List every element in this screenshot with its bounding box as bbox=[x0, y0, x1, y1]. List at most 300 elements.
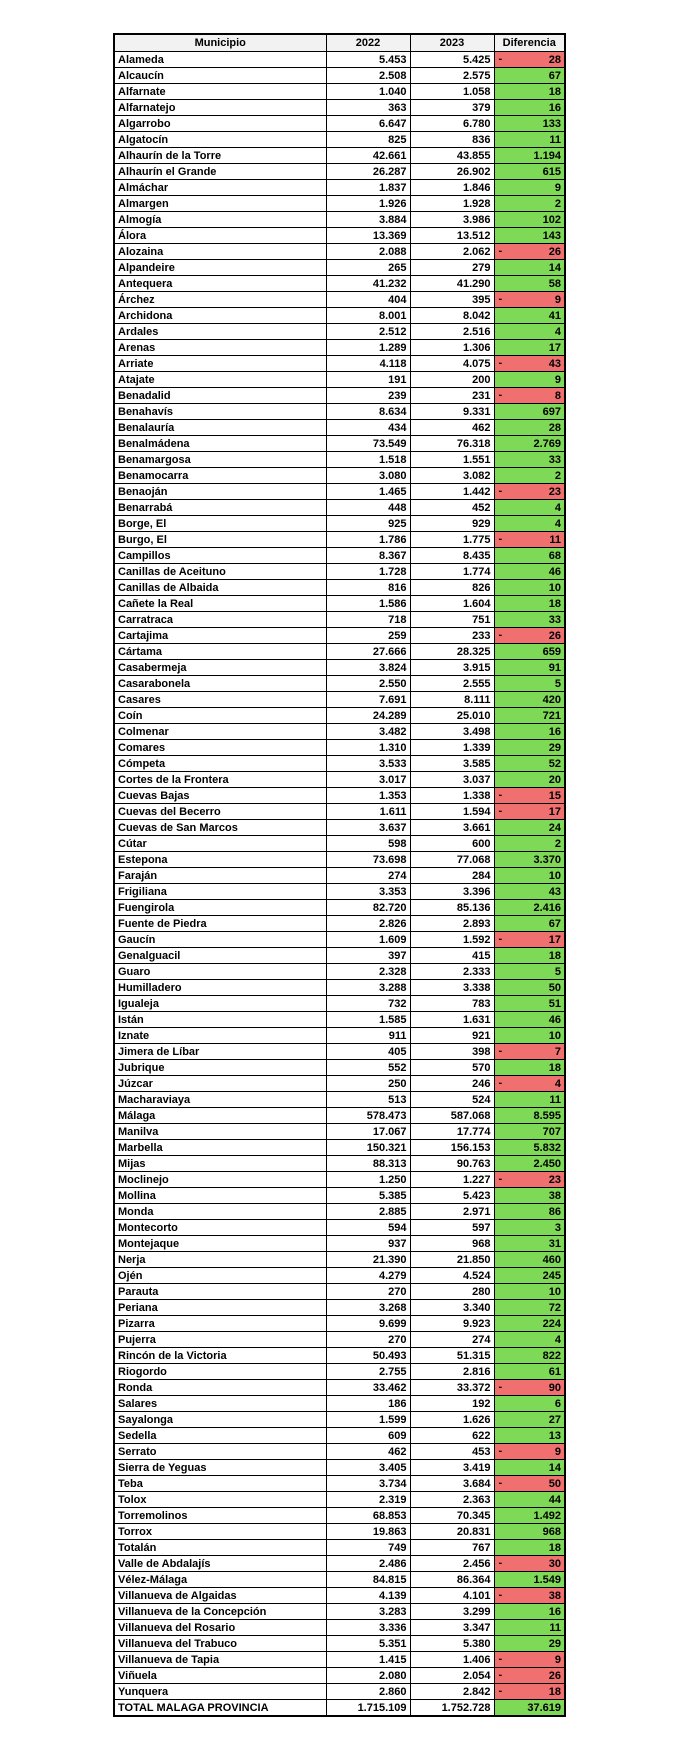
cell-diferencia bbox=[494, 740, 565, 756]
cell-2023: 9.923 bbox=[410, 1316, 494, 1332]
cell-municipio: Torremolinos bbox=[114, 1508, 326, 1524]
cell-municipio: Jimera de Líbar bbox=[114, 1044, 326, 1060]
cell-diferencia bbox=[494, 1284, 565, 1300]
cell-2022: 19.863 bbox=[326, 1524, 410, 1540]
cell-2023: 1.227 bbox=[410, 1172, 494, 1188]
minus-sign: - bbox=[498, 1477, 503, 1489]
cell-municipio: Sierra de Yeguas bbox=[114, 1460, 326, 1476]
cell-2022: 5.351 bbox=[326, 1636, 410, 1652]
cell-municipio: Valle de Abdalajís bbox=[114, 1556, 326, 1572]
table-row bbox=[114, 164, 565, 180]
table-row bbox=[114, 1332, 565, 1348]
cell-diferencia bbox=[494, 676, 565, 692]
cell-diferencia bbox=[494, 1124, 565, 1140]
cell-2022: 3.283 bbox=[326, 1604, 410, 1620]
table-row bbox=[114, 1684, 565, 1700]
cell-diferencia bbox=[494, 260, 565, 276]
cell-municipio: Istán bbox=[114, 1012, 326, 1028]
cell-2023: 415 bbox=[410, 948, 494, 964]
cell-municipio: Benalauría bbox=[114, 420, 326, 436]
cell-municipio: Alhaurín de la Torre bbox=[114, 148, 326, 164]
header-2022: 2022 bbox=[326, 34, 410, 52]
cell-2022: 191 bbox=[326, 372, 410, 388]
diferencia-value: 26 bbox=[548, 1669, 561, 1682]
cell-2023: 751 bbox=[410, 612, 494, 628]
cell-diferencia bbox=[494, 1108, 565, 1124]
table-row bbox=[114, 1060, 565, 1076]
cell-municipio: Cútar bbox=[114, 836, 326, 852]
cell-2023: 398 bbox=[410, 1044, 494, 1060]
diferencia-value: 43 bbox=[548, 885, 561, 898]
table-row bbox=[114, 1220, 565, 1236]
cell-2022: 7.691 bbox=[326, 692, 410, 708]
cell-diferencia bbox=[494, 1188, 565, 1204]
table-row bbox=[114, 740, 565, 756]
cell-diferencia bbox=[494, 980, 565, 996]
diferencia-value: 50 bbox=[548, 981, 561, 994]
cell-2023: 597 bbox=[410, 1220, 494, 1236]
cell-municipio: Alameda bbox=[114, 52, 326, 68]
cell-municipio: Guaro bbox=[114, 964, 326, 980]
cell-municipio: Borge, El bbox=[114, 516, 326, 532]
cell-diferencia bbox=[494, 612, 565, 628]
cell-diferencia bbox=[494, 1652, 565, 1668]
diferencia-value: 18 bbox=[548, 1685, 561, 1698]
cell-2023: 280 bbox=[410, 1284, 494, 1300]
table-row bbox=[114, 1636, 565, 1652]
cell-2023: 453 bbox=[410, 1444, 494, 1460]
cell-2023: 4.101 bbox=[410, 1588, 494, 1604]
diferencia-value: 52 bbox=[548, 757, 561, 770]
cell-municipio: Villanueva de la Concepción bbox=[114, 1604, 326, 1620]
table-row bbox=[114, 1668, 565, 1684]
table-row bbox=[114, 340, 565, 356]
cell-diferencia bbox=[494, 1620, 565, 1636]
diferencia-value: 17 bbox=[548, 933, 561, 946]
minus-sign: - bbox=[498, 533, 503, 545]
cell-municipio: Benahavís bbox=[114, 404, 326, 420]
header-municipio: Municipio bbox=[114, 34, 326, 52]
cell-municipio: Moclinejo bbox=[114, 1172, 326, 1188]
cell-municipio: Teba bbox=[114, 1476, 326, 1492]
cell-diferencia bbox=[494, 884, 565, 900]
cell-diferencia bbox=[494, 628, 565, 644]
cell-diferencia bbox=[494, 1460, 565, 1476]
cell-2023: 70.345 bbox=[410, 1508, 494, 1524]
cell-diferencia bbox=[494, 420, 565, 436]
cell-municipio: Mijas bbox=[114, 1156, 326, 1172]
cell-2022: 3.405 bbox=[326, 1460, 410, 1476]
cell-2023: 21.850 bbox=[410, 1252, 494, 1268]
table-row bbox=[114, 484, 565, 500]
diferencia-value: 1.549 bbox=[533, 1573, 561, 1586]
cell-2022: 578.473 bbox=[326, 1108, 410, 1124]
diferencia-value: 102 bbox=[542, 213, 561, 226]
cell-2022: 1.837 bbox=[326, 180, 410, 196]
table-row bbox=[114, 1444, 565, 1460]
cell-2023: 17.774 bbox=[410, 1124, 494, 1140]
cell-diferencia bbox=[494, 724, 565, 740]
diferencia-value: 50 bbox=[548, 1477, 561, 1490]
cell-diferencia bbox=[494, 388, 565, 404]
table-row bbox=[114, 324, 565, 340]
cell-diferencia bbox=[494, 564, 565, 580]
cell-2022: 4.279 bbox=[326, 1268, 410, 1284]
cell-2022: 13.369 bbox=[326, 228, 410, 244]
cell-diferencia bbox=[494, 500, 565, 516]
diferencia-value: 2 bbox=[554, 837, 561, 850]
table-row bbox=[114, 1028, 565, 1044]
cell-2022: 21.390 bbox=[326, 1252, 410, 1268]
cell-diferencia bbox=[494, 52, 565, 68]
table-row bbox=[114, 1316, 565, 1332]
cell-diferencia bbox=[494, 244, 565, 260]
cell-2023: 8.435 bbox=[410, 548, 494, 564]
cell-diferencia bbox=[494, 788, 565, 804]
cell-2022: 2.080 bbox=[326, 1668, 410, 1684]
diferencia-value: 2.769 bbox=[533, 437, 561, 450]
cell-diferencia bbox=[494, 1636, 565, 1652]
table-row bbox=[114, 772, 565, 788]
cell-2022: 3.268 bbox=[326, 1300, 410, 1316]
cell-2023: 233 bbox=[410, 628, 494, 644]
cell-2023: 76.318 bbox=[410, 436, 494, 452]
cell-diferencia bbox=[494, 212, 565, 228]
cell-diferencia bbox=[494, 100, 565, 116]
cell-2023: 156.153 bbox=[410, 1140, 494, 1156]
table-row bbox=[114, 52, 565, 68]
diferencia-value: 30 bbox=[548, 1557, 561, 1570]
cell-municipio: Casarabonela bbox=[114, 676, 326, 692]
cell-2022: 3.353 bbox=[326, 884, 410, 900]
cell-municipio: Almogía bbox=[114, 212, 326, 228]
cell-municipio: Igualeja bbox=[114, 996, 326, 1012]
cell-2023: 274 bbox=[410, 1332, 494, 1348]
table-row bbox=[114, 852, 565, 868]
cell-2023: 200 bbox=[410, 372, 494, 388]
cell-2023: 3.661 bbox=[410, 820, 494, 836]
cell-2022: 2.826 bbox=[326, 916, 410, 932]
minus-sign: - bbox=[498, 933, 503, 945]
cell-2022: 609 bbox=[326, 1428, 410, 1444]
cell-2022: 1.310 bbox=[326, 740, 410, 756]
cell-2023: 2.363 bbox=[410, 1492, 494, 1508]
cell-2023: 1.631 bbox=[410, 1012, 494, 1028]
cell-municipio: Viñuela bbox=[114, 1668, 326, 1684]
diferencia-value: 2 bbox=[554, 469, 561, 482]
table-row bbox=[114, 260, 565, 276]
cell-2023: 284 bbox=[410, 868, 494, 884]
cell-2023: 1.592 bbox=[410, 932, 494, 948]
cell-diferencia bbox=[494, 1252, 565, 1268]
cell-diferencia bbox=[494, 1428, 565, 1444]
diferencia-value: 72 bbox=[548, 1301, 561, 1314]
cell-municipio: Fuengirola bbox=[114, 900, 326, 916]
cell-2022: 1.728 bbox=[326, 564, 410, 580]
table-row bbox=[114, 532, 565, 548]
minus-sign: - bbox=[498, 293, 503, 305]
diferencia-value: 659 bbox=[542, 645, 561, 658]
cell-municipio: Benarrabá bbox=[114, 500, 326, 516]
cell-2022: 911 bbox=[326, 1028, 410, 1044]
cell-municipio: Ardales bbox=[114, 324, 326, 340]
cell-2022: 3.884 bbox=[326, 212, 410, 228]
cell-municipio: Canillas de Aceituno bbox=[114, 564, 326, 580]
cell-2022: 3.482 bbox=[326, 724, 410, 740]
cell-2023: 1.551 bbox=[410, 452, 494, 468]
cell-2023: 1.406 bbox=[410, 1652, 494, 1668]
cell-2023: 246 bbox=[410, 1076, 494, 1092]
cell-2022: 1.250 bbox=[326, 1172, 410, 1188]
minus-sign: - bbox=[498, 1557, 503, 1569]
cell-2023: 26.902 bbox=[410, 164, 494, 180]
diferencia-value: 10 bbox=[548, 1285, 561, 1298]
cell-diferencia bbox=[494, 1396, 565, 1412]
diferencia-value: 9 bbox=[554, 293, 561, 306]
minus-sign: - bbox=[498, 629, 503, 641]
minus-sign: - bbox=[498, 1669, 503, 1681]
cell-2023: 3.082 bbox=[410, 468, 494, 484]
cell-2022: 1.585 bbox=[326, 1012, 410, 1028]
table-row bbox=[114, 820, 565, 836]
cell-2022: 2.319 bbox=[326, 1492, 410, 1508]
diferencia-value: 33 bbox=[548, 453, 561, 466]
cell-diferencia bbox=[494, 868, 565, 884]
cell-2023: 1.442 bbox=[410, 484, 494, 500]
cell-diferencia bbox=[494, 1364, 565, 1380]
diferencia-value: 18 bbox=[548, 85, 561, 98]
minus-sign: - bbox=[498, 1045, 503, 1057]
cell-2023: 452 bbox=[410, 500, 494, 516]
cell-2023: 1.339 bbox=[410, 740, 494, 756]
cell-2023: 5.425 bbox=[410, 52, 494, 68]
cell-diferencia bbox=[494, 1060, 565, 1076]
diferencia-value: 43 bbox=[548, 357, 561, 370]
table-row bbox=[114, 1396, 565, 1412]
cell-2022: 937 bbox=[326, 1236, 410, 1252]
table-row bbox=[114, 1428, 565, 1444]
table-row bbox=[114, 1364, 565, 1380]
cell-municipio: Monda bbox=[114, 1204, 326, 1220]
cell-2022: 1.611 bbox=[326, 804, 410, 820]
diferencia-value: 16 bbox=[548, 101, 561, 114]
cell-2023: 28.325 bbox=[410, 644, 494, 660]
cell-municipio: Atajate bbox=[114, 372, 326, 388]
cell-municipio: Cuevas del Becerro bbox=[114, 804, 326, 820]
cell-2022: 270 bbox=[326, 1332, 410, 1348]
table-row bbox=[114, 660, 565, 676]
diferencia-value: 29 bbox=[548, 1637, 561, 1650]
diferencia-value: 61 bbox=[548, 1365, 561, 1378]
cell-diferencia bbox=[494, 164, 565, 180]
cell-2022: 1.518 bbox=[326, 452, 410, 468]
cell-municipio: Carratraca bbox=[114, 612, 326, 628]
diferencia-value: 68 bbox=[548, 549, 561, 562]
table-row bbox=[114, 676, 565, 692]
cell-2022: 718 bbox=[326, 612, 410, 628]
table-row bbox=[114, 1044, 565, 1060]
cell-2022: 925 bbox=[326, 516, 410, 532]
table-row bbox=[114, 516, 565, 532]
cell-diferencia bbox=[494, 436, 565, 452]
table-body bbox=[114, 52, 565, 1717]
cell-municipio: Torrox bbox=[114, 1524, 326, 1540]
table-row bbox=[114, 980, 565, 996]
table-row bbox=[114, 692, 565, 708]
cell-2023: 1.604 bbox=[410, 596, 494, 612]
table-row bbox=[114, 804, 565, 820]
cell-2022: 5.385 bbox=[326, 1188, 410, 1204]
diferencia-value: 615 bbox=[542, 165, 561, 178]
cell-diferencia bbox=[494, 1556, 565, 1572]
cell-diferencia bbox=[494, 1300, 565, 1316]
diferencia-value: 27 bbox=[548, 1413, 561, 1426]
table-row bbox=[114, 1380, 565, 1396]
table-row bbox=[114, 1252, 565, 1268]
minus-sign: - bbox=[498, 245, 503, 257]
diferencia-value: 46 bbox=[548, 565, 561, 578]
cell-municipio: Arenas bbox=[114, 340, 326, 356]
cell-2022: 1.926 bbox=[326, 196, 410, 212]
cell-2022: 732 bbox=[326, 996, 410, 1012]
cell-municipio: Coín bbox=[114, 708, 326, 724]
table-row bbox=[114, 708, 565, 724]
cell-2022: 41.232 bbox=[326, 276, 410, 292]
cell-municipio: Pujerra bbox=[114, 1332, 326, 1348]
diferencia-value: 67 bbox=[548, 69, 561, 82]
minus-sign: - bbox=[498, 1381, 503, 1393]
cell-diferencia bbox=[494, 1604, 565, 1620]
cell-2023: 4.075 bbox=[410, 356, 494, 372]
cell-2022: 1.465 bbox=[326, 484, 410, 500]
cell-2022: 2.860 bbox=[326, 1684, 410, 1700]
cell-diferencia bbox=[494, 772, 565, 788]
cell-diferencia bbox=[494, 276, 565, 292]
cell-diferencia bbox=[494, 804, 565, 820]
cell-diferencia bbox=[494, 1524, 565, 1540]
cell-municipio: Nerja bbox=[114, 1252, 326, 1268]
cell-municipio: Montejaque bbox=[114, 1236, 326, 1252]
cell-2022: 84.815 bbox=[326, 1572, 410, 1588]
cell-2022: 1.599 bbox=[326, 1412, 410, 1428]
diferencia-value: 29 bbox=[548, 741, 561, 754]
cell-municipio: Villanueva de Tapia bbox=[114, 1652, 326, 1668]
cell-diferencia bbox=[494, 580, 565, 596]
cell-diferencia bbox=[494, 324, 565, 340]
cell-diferencia bbox=[494, 916, 565, 932]
diferencia-value: 20 bbox=[548, 773, 561, 786]
cell-municipio: Campillos bbox=[114, 548, 326, 564]
cell-2023: 2.971 bbox=[410, 1204, 494, 1220]
diferencia-value: 23 bbox=[548, 485, 561, 498]
diferencia-value: 697 bbox=[542, 405, 561, 418]
table-row bbox=[114, 1188, 565, 1204]
cell-2023: 3.347 bbox=[410, 1620, 494, 1636]
cell-diferencia bbox=[494, 948, 565, 964]
diferencia-value: 38 bbox=[548, 1189, 561, 1202]
cell-2022: 33.462 bbox=[326, 1380, 410, 1396]
diferencia-value: 86 bbox=[548, 1205, 561, 1218]
table-row bbox=[114, 276, 565, 292]
table-row bbox=[114, 1284, 565, 1300]
table-row bbox=[114, 100, 565, 116]
cell-2022: 8.634 bbox=[326, 404, 410, 420]
diferencia-value: 18 bbox=[548, 1541, 561, 1554]
cell-2022: 1.353 bbox=[326, 788, 410, 804]
cell-diferencia bbox=[494, 1172, 565, 1188]
diferencia-value: 90 bbox=[548, 1381, 561, 1394]
cell-2023: 600 bbox=[410, 836, 494, 852]
cell-2022: 816 bbox=[326, 580, 410, 596]
diferencia-value: 5.832 bbox=[533, 1141, 561, 1154]
cell-2022: 825 bbox=[326, 132, 410, 148]
diferencia-value: 17 bbox=[548, 341, 561, 354]
table-row bbox=[114, 756, 565, 772]
table-row bbox=[114, 1268, 565, 1284]
minus-sign: - bbox=[498, 1685, 503, 1697]
diferencia-value: 13 bbox=[548, 1429, 561, 1442]
diferencia-value: 10 bbox=[548, 581, 561, 594]
cell-2022: 150.321 bbox=[326, 1140, 410, 1156]
cell-municipio: Canillas de Albaida bbox=[114, 580, 326, 596]
cell-2023: 3.498 bbox=[410, 724, 494, 740]
diferencia-value: 51 bbox=[548, 997, 561, 1010]
cell-diferencia bbox=[494, 180, 565, 196]
minus-sign: - bbox=[498, 1173, 503, 1185]
table-row bbox=[114, 1476, 565, 1492]
total-row bbox=[114, 1700, 565, 1717]
cell-2022: 73.549 bbox=[326, 436, 410, 452]
cell-municipio: Villanueva de Algaidas bbox=[114, 1588, 326, 1604]
cell-2022: 9.699 bbox=[326, 1316, 410, 1332]
cell-diferencia bbox=[494, 356, 565, 372]
diferencia-value: 11 bbox=[549, 133, 561, 146]
cell-2023: 968 bbox=[410, 1236, 494, 1252]
minus-sign: - bbox=[498, 1589, 503, 1601]
diferencia-value: 11 bbox=[549, 1621, 561, 1634]
diferencia-value: 58 bbox=[548, 277, 561, 290]
cell-municipio: Algarrobo bbox=[114, 116, 326, 132]
diferencia-value: 18 bbox=[548, 597, 561, 610]
cell-diferencia bbox=[494, 404, 565, 420]
table-row bbox=[114, 1204, 565, 1220]
cell-diferencia bbox=[494, 84, 565, 100]
diferencia-value: 9 bbox=[554, 373, 561, 386]
cell-diferencia bbox=[494, 1492, 565, 1508]
cell-2022: 42.661 bbox=[326, 148, 410, 164]
diferencia-value: 143 bbox=[542, 229, 561, 242]
cell-municipio: Montecorto bbox=[114, 1220, 326, 1236]
cell-2022: 3.017 bbox=[326, 772, 410, 788]
cell-municipio: Gaucín bbox=[114, 932, 326, 948]
diferencia-value: 420 bbox=[542, 693, 561, 706]
cell-2022: 250 bbox=[326, 1076, 410, 1092]
cell-municipio: Jubrique bbox=[114, 1060, 326, 1076]
diferencia-value: 16 bbox=[548, 1605, 561, 1618]
table-row bbox=[114, 916, 565, 932]
diferencia-value: 4 bbox=[554, 517, 561, 530]
cell-municipio: Álora bbox=[114, 228, 326, 244]
cell-municipio: Estepona bbox=[114, 852, 326, 868]
cell-municipio: Almáchar bbox=[114, 180, 326, 196]
table-row bbox=[114, 836, 565, 852]
cell-municipio: Cuevas Bajas bbox=[114, 788, 326, 804]
cell-municipio: Villanueva del Rosario bbox=[114, 1620, 326, 1636]
cell-2023: 3.684 bbox=[410, 1476, 494, 1492]
cell-2023: 1.928 bbox=[410, 196, 494, 212]
cell-municipio: Cartajima bbox=[114, 628, 326, 644]
cell-diferencia bbox=[494, 1268, 565, 1284]
